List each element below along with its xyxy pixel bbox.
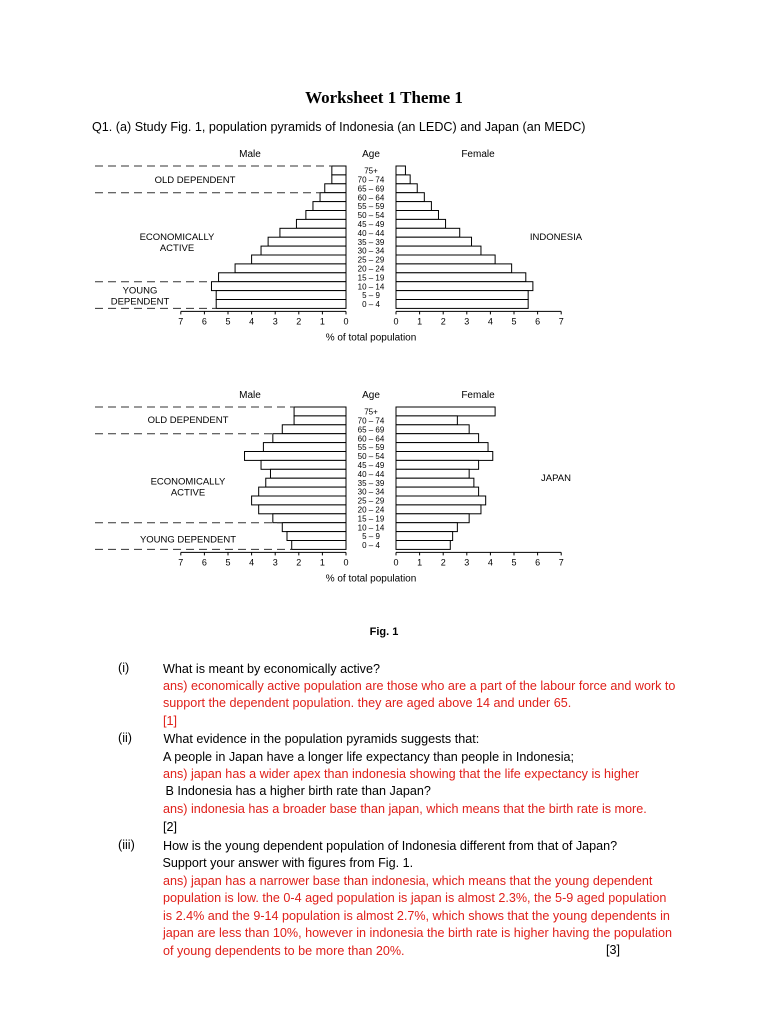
- age-group-label: 40 – 44: [357, 228, 385, 238]
- male-bar: [268, 237, 346, 246]
- female-bar: [396, 505, 481, 514]
- question-ii-a-answer: ans) japan has a wider apex than indonesia showing that the life expectancy is higher: [163, 767, 640, 781]
- female-tick-label: 5: [511, 316, 517, 327]
- female-bar: [396, 264, 512, 273]
- female-tick-label: 7: [558, 557, 564, 568]
- male-bar: [296, 219, 346, 228]
- male-bar: [261, 246, 346, 255]
- question-ii-b-text: B Indonesia has a higher birth rate than Japan?: [162, 784, 431, 798]
- male-bar: [252, 255, 346, 264]
- female-bar: [396, 532, 453, 541]
- question-i-answer: ans) economically active population are those who are a part of the labour force and work to support the dependent population. they are aged above 14 and under 65.: [163, 679, 676, 711]
- male-tick-label: 6: [201, 316, 207, 327]
- female-bar: [396, 496, 486, 505]
- age-group-label: 15 – 19: [357, 514, 385, 524]
- female-bar: [396, 523, 457, 532]
- female-bar: [396, 211, 438, 220]
- male-bar: [266, 478, 346, 487]
- old-dependent-label: OLD DEPENDENT: [154, 174, 236, 186]
- female-bar: [396, 416, 457, 425]
- country-label: JAPAN: [541, 472, 571, 484]
- female-tick-label: 5: [511, 557, 517, 568]
- male-header: Male: [239, 149, 261, 160]
- page-title: Worksheet 1 Theme 1: [305, 88, 463, 107]
- age-group-label: 35 – 39: [357, 237, 385, 247]
- male-header: Male: [239, 390, 261, 401]
- female-tick-label: 2: [440, 316, 446, 327]
- question-i-number: (i): [118, 661, 130, 675]
- male-tick-label: 5: [225, 557, 231, 568]
- age-group-label: 10 – 14: [357, 282, 385, 292]
- male-bar: [313, 202, 346, 211]
- male-bar: [294, 407, 346, 416]
- male-bar: [216, 300, 346, 309]
- young-dependent-label: YOUNG DEPENDENT: [139, 534, 237, 546]
- age-group-label: 20 – 24: [357, 264, 385, 274]
- male-bar: [332, 166, 346, 175]
- economically-active-label: [140, 232, 215, 254]
- male-bar: [263, 443, 346, 452]
- question-iii-answer: ans) japan has a narrower base than indonesia, which means that the young dependent population is low. the 0-4 aged population is japan is almost 2.3%, the 5-9 aged population is 2.4% and the 9-14 population is almost 2.7%, which shows that the young dependents in japan are less than 10%, however in indonesia the birth rate is higher having the population of young dependents to be more than 20%.: [163, 874, 672, 958]
- question-ii-b-answer: ans) indonesia has a broader base than japan, which means that the birth rate is more.: [163, 802, 647, 816]
- age-group-label: 15 – 19: [357, 273, 385, 283]
- male-bar: [325, 184, 346, 193]
- question-ii-mark: [2]: [163, 820, 178, 834]
- female-tick-label: 4: [487, 557, 493, 568]
- female-header: Female: [461, 390, 495, 401]
- female-bar: [396, 202, 431, 211]
- age-group-label: 50 – 54: [357, 452, 385, 462]
- male-tick-label: 5: [225, 316, 231, 327]
- female-tick-label: 0: [393, 316, 399, 327]
- male-tick-label: 7: [178, 557, 184, 568]
- question-ii-a-text: A people in Japan have a longer life expectancy than people in Indonesia;: [163, 750, 574, 764]
- female-bar: [396, 175, 410, 184]
- male-tick-label: 0: [343, 557, 349, 568]
- female-bar: [396, 300, 528, 309]
- male-tick-label: 3: [272, 316, 278, 327]
- male-tick-label: 4: [249, 316, 255, 327]
- female-tick-label: 0: [393, 557, 399, 568]
- age-group-label: 40 – 44: [357, 469, 385, 479]
- question-i-text: What is meant by economically active?: [163, 662, 380, 676]
- indonesia-pyramid-chart: [90, 142, 600, 370]
- male-bar: [292, 541, 346, 550]
- male-bar: [261, 460, 346, 469]
- female-bar: [396, 452, 493, 461]
- age-group-label: 75+: [364, 166, 378, 176]
- x-axis-label: % of total population: [325, 332, 417, 344]
- female-tick-label: 3: [464, 316, 470, 327]
- age-group-label: 30 – 34: [357, 487, 385, 497]
- female-tick-label: 1: [417, 557, 423, 568]
- male-bar: [216, 291, 346, 300]
- age-group-label: 5 – 9: [362, 291, 380, 301]
- age-header: Age: [362, 149, 380, 160]
- female-bar: [396, 228, 460, 237]
- male-bar: [235, 264, 346, 273]
- economically-active-label: [151, 476, 226, 498]
- female-bar: [396, 407, 495, 416]
- age-group-label: 45 – 49: [357, 220, 385, 229]
- female-header: Female: [461, 149, 495, 160]
- age-group-label: 65 – 69: [357, 425, 385, 435]
- x-axis-label: % of total population: [325, 573, 417, 585]
- economically-active-label-line: ACTIVE: [159, 242, 195, 254]
- figure-caption: Fig. 1: [369, 626, 399, 638]
- female-tick-label: 4: [487, 316, 493, 327]
- question-1-intro: Q1. (a) Study Fig. 1, population pyramids of Indonesia (an LEDC) and Japan (an MEDC): [92, 120, 586, 134]
- female-bar: [396, 541, 450, 550]
- female-tick-label: 6: [535, 557, 541, 568]
- age-group-label: 70 – 74: [357, 416, 385, 426]
- male-bar: [259, 487, 346, 496]
- male-bar: [294, 416, 346, 425]
- age-group-label: 30 – 34: [357, 246, 385, 256]
- economically-active-label-line: ECONOMICALLY: [139, 231, 215, 243]
- male-bar: [287, 532, 346, 541]
- male-bar: [320, 193, 346, 202]
- male-bar: [282, 425, 346, 434]
- female-bar: [396, 478, 474, 487]
- age-group-label: 0 – 4: [362, 300, 380, 310]
- female-bar: [396, 514, 469, 523]
- male-bar: [280, 228, 346, 237]
- age-group-label: 55 – 59: [357, 443, 385, 453]
- female-bar: [396, 282, 533, 291]
- female-bar: [396, 273, 526, 282]
- economically-active-label-line: ACTIVE: [170, 487, 206, 499]
- age-header: Age: [362, 390, 380, 401]
- female-bar: [396, 425, 469, 434]
- age-group-label: 50 – 54: [357, 211, 385, 221]
- male-bar: [273, 434, 346, 443]
- male-bar: [273, 514, 346, 523]
- age-group-label: 75+: [364, 407, 378, 417]
- age-group-label: 25 – 29: [357, 255, 385, 265]
- age-group-label: 65 – 69: [357, 184, 385, 194]
- female-bar: [396, 487, 479, 496]
- female-tick-label: 7: [558, 316, 564, 327]
- male-tick-label: 7: [178, 316, 184, 327]
- male-tick-label: 1: [319, 316, 325, 327]
- old-dependent-label: OLD DEPENDENT: [147, 415, 229, 427]
- female-tick-label: 6: [535, 316, 541, 327]
- age-group-label: 5 – 9: [362, 532, 380, 542]
- age-group-label: 45 – 49: [357, 461, 385, 470]
- male-bar: [259, 505, 346, 514]
- age-group-label: 60 – 64: [357, 193, 385, 203]
- age-group-label: 70 – 74: [357, 175, 385, 185]
- male-bar: [306, 211, 346, 220]
- male-tick-label: 0: [343, 316, 349, 327]
- male-tick-label: 4: [249, 557, 255, 568]
- female-tick-label: 1: [417, 316, 423, 327]
- male-bar: [211, 282, 346, 291]
- age-group-label: 60 – 64: [357, 434, 385, 444]
- age-group-label: 35 – 39: [357, 478, 385, 488]
- question-ii-number: (ii): [118, 731, 132, 745]
- male-bar: [270, 469, 346, 478]
- age-group-label: 0 – 4: [362, 541, 380, 551]
- male-bar: [282, 523, 346, 532]
- question-iii-text: How is the young dependent population of Indonesia different from that of Japan?: [163, 839, 618, 853]
- female-bar: [396, 166, 405, 175]
- female-bar: [396, 193, 424, 202]
- question-iii-text-2: Support your answer with figures from Fig. 1.: [159, 856, 414, 870]
- male-tick-label: 6: [201, 557, 207, 568]
- male-bar: [219, 273, 346, 282]
- female-bar: [396, 469, 469, 478]
- question-ii-text: What evidence in the population pyramids suggests that:: [160, 732, 480, 746]
- age-group-label: 25 – 29: [357, 496, 385, 506]
- male-tick-label: 2: [296, 316, 302, 327]
- young-dependent-label-line: DEPENDENT: [110, 296, 170, 308]
- question-iii-number: (iii): [118, 838, 135, 852]
- male-bar: [245, 452, 346, 461]
- female-bar: [396, 443, 488, 452]
- female-bar: [396, 246, 481, 255]
- japan-pyramid-chart: [90, 383, 600, 611]
- economically-active-label-line: ECONOMICALLY: [150, 476, 226, 488]
- age-group-label: 20 – 24: [357, 505, 385, 515]
- female-bar: [396, 219, 446, 228]
- age-group-label: 10 – 14: [357, 523, 385, 533]
- female-bar: [396, 460, 479, 469]
- female-tick-label: 3: [464, 557, 470, 568]
- question-iii-mark: [3]: [606, 943, 621, 957]
- country-label: INDONESIA: [529, 231, 583, 243]
- male-tick-label: 2: [296, 557, 302, 568]
- male-bar: [252, 496, 346, 505]
- female-bar: [396, 434, 479, 443]
- age-group-label: 55 – 59: [357, 202, 385, 212]
- female-bar: [396, 184, 417, 193]
- male-bar: [332, 175, 346, 184]
- young-dependent-label-line: YOUNG: [122, 285, 158, 297]
- female-bar: [396, 237, 472, 246]
- male-tick-label: 1: [319, 557, 325, 568]
- young-dependent-label: [111, 285, 170, 307]
- male-tick-label: 3: [272, 557, 278, 568]
- female-bar: [396, 291, 528, 300]
- female-tick-label: 2: [440, 557, 446, 568]
- female-bar: [396, 255, 495, 264]
- question-i-mark: [1]: [163, 714, 178, 728]
